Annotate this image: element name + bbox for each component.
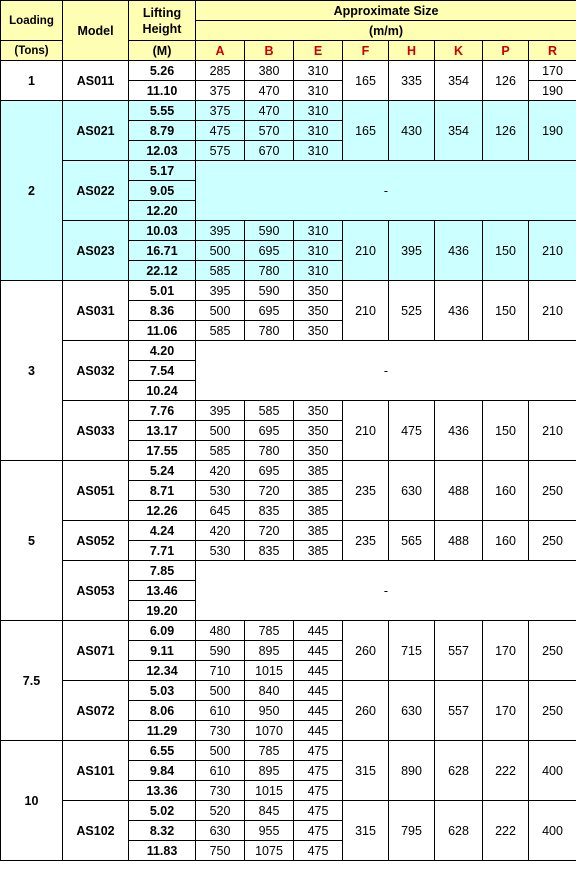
- dim-b-cell: 835: [245, 501, 294, 521]
- lifting-height-header: [129, 1, 196, 41]
- dim-p-cell: 170: [483, 681, 529, 741]
- dim-e-cell: 385: [294, 541, 343, 561]
- dim-p-cell: 170: [483, 621, 529, 681]
- dim-a-cell: 500: [196, 741, 245, 761]
- dim-r-cell: 400: [529, 741, 576, 801]
- dim-h-cell: 630: [389, 681, 435, 741]
- dim-a-cell: 420: [196, 521, 245, 541]
- dim-r-cell: 250: [529, 621, 576, 681]
- dim-e-cell: 445: [294, 621, 343, 641]
- dim-b-cell: 720: [245, 521, 294, 541]
- dim-h-cell: 395: [389, 221, 435, 281]
- dim-a-cell: 375: [196, 81, 245, 101]
- dim-e-cell: 350: [294, 281, 343, 301]
- dim-b-cell: 785: [245, 621, 294, 641]
- dim-f-cell: 210: [343, 401, 389, 461]
- lifting-height-cell: 11.83: [129, 841, 196, 861]
- dim-b-cell: 670: [245, 141, 294, 161]
- dim-e-cell: 445: [294, 661, 343, 681]
- dim-e-cell: 350: [294, 301, 343, 321]
- loading-cell: 5: [1, 461, 63, 621]
- lifting-height-cell: 10.24: [129, 381, 196, 401]
- model-cell: AS011: [63, 61, 129, 101]
- dim-f-cell: 165: [343, 61, 389, 101]
- dim-b-cell: 590: [245, 281, 294, 301]
- lifting-height-cell: 19.20: [129, 601, 196, 621]
- lifting-height-line2: Height: [142, 21, 182, 36]
- table-row: [1, 401, 576, 421]
- lifting-height-cell: 6.09: [129, 621, 196, 641]
- dim-a-cell: 585: [196, 441, 245, 461]
- dim-f-cell: 315: [343, 801, 389, 861]
- dim-h-cell: 795: [389, 801, 435, 861]
- dim-r-cell: 250: [529, 521, 576, 561]
- dim-b-cell: 695: [245, 421, 294, 441]
- dim-a-cell: 375: [196, 101, 245, 121]
- dim-e-cell: 310: [294, 241, 343, 261]
- dim-a-cell: 395: [196, 401, 245, 421]
- table-row: [1, 681, 576, 701]
- table-row: [1, 161, 576, 181]
- dim-a-cell: 750: [196, 841, 245, 861]
- dim-k-cell: 628: [435, 741, 483, 801]
- table-row: [1, 461, 576, 481]
- table-row: [1, 341, 576, 361]
- dim-k-cell: 628: [435, 801, 483, 861]
- dim-k-cell: 436: [435, 221, 483, 281]
- lifting-height-cell: 16.71: [129, 241, 196, 261]
- dim-e-cell: 475: [294, 741, 343, 761]
- lifting-height-cell: 8.32: [129, 821, 196, 841]
- dim-h-cell: 430: [389, 101, 435, 161]
- dim-k-cell: 488: [435, 521, 483, 561]
- model-cell: AS101: [63, 741, 129, 801]
- lifting-height-cell: 8.79: [129, 121, 196, 141]
- lifting-height-cell: 7.85: [129, 561, 196, 581]
- dim-e-cell: 310: [294, 121, 343, 141]
- dim-a-cell: 520: [196, 801, 245, 821]
- dim-a-cell: 500: [196, 421, 245, 441]
- dim-f-cell: 315: [343, 741, 389, 801]
- dim-h-cell: 335: [389, 61, 435, 101]
- dim-e-cell: 350: [294, 321, 343, 341]
- dim-a-cell: 500: [196, 301, 245, 321]
- dim-header-a: A: [196, 41, 245, 61]
- model-cell: AS031: [63, 281, 129, 341]
- dim-r-cell: 170: [529, 61, 576, 81]
- dim-b-cell: 835: [245, 541, 294, 561]
- lifting-height-cell: 5.03: [129, 681, 196, 701]
- dim-b-cell: 1015: [245, 661, 294, 681]
- model-cell: AS071: [63, 621, 129, 681]
- dim-e-cell: 445: [294, 721, 343, 741]
- dim-a-cell: 590: [196, 641, 245, 661]
- lifting-height-cell: 5.26: [129, 61, 196, 81]
- lifting-height-cell: 13.46: [129, 581, 196, 601]
- dim-e-cell: 475: [294, 821, 343, 841]
- loading-cell: 1: [1, 61, 63, 101]
- dim-b-cell: 695: [245, 241, 294, 261]
- dim-p-cell: 126: [483, 101, 529, 161]
- loading-cell: 7.5: [1, 621, 63, 741]
- dim-b-cell: 895: [245, 641, 294, 661]
- lifting-height-line1: Lifting: [142, 5, 182, 20]
- lifting-height-cell: 6.55: [129, 741, 196, 761]
- dim-b-cell: 845: [245, 801, 294, 821]
- lifting-height-cell: 8.06: [129, 701, 196, 721]
- dim-b-cell: 780: [245, 261, 294, 281]
- dim-f-cell: 260: [343, 621, 389, 681]
- dim-r-cell: 250: [529, 681, 576, 741]
- dim-b-cell: 895: [245, 761, 294, 781]
- dim-e-cell: 310: [294, 141, 343, 161]
- dim-e-cell: 445: [294, 681, 343, 701]
- no-data-cell: -: [196, 561, 576, 621]
- dim-e-cell: 310: [294, 81, 343, 101]
- dim-a-cell: 610: [196, 761, 245, 781]
- lifting-height-cell: 5.17: [129, 161, 196, 181]
- dim-a-cell: 420: [196, 461, 245, 481]
- dim-f-cell: 260: [343, 681, 389, 741]
- lifting-height-cell: 5.01: [129, 281, 196, 301]
- dim-b-cell: 780: [245, 441, 294, 461]
- dim-e-cell: 350: [294, 421, 343, 441]
- loading-unit: (Tons): [1, 41, 63, 61]
- dim-k-cell: 488: [435, 461, 483, 521]
- model-cell: AS052: [63, 521, 129, 561]
- dim-e-cell: 310: [294, 261, 343, 281]
- dim-a-cell: 530: [196, 541, 245, 561]
- spec-body: [1, 61, 576, 861]
- lifting-height-cell: 7.71: [129, 541, 196, 561]
- table-row: [1, 61, 576, 81]
- model-cell: AS102: [63, 801, 129, 861]
- lifting-height-cell: 17.55: [129, 441, 196, 461]
- dim-b-cell: 695: [245, 461, 294, 481]
- dim-header-k: K: [435, 41, 483, 61]
- dim-a-cell: 575: [196, 141, 245, 161]
- dim-r-cell: 210: [529, 221, 576, 281]
- lifting-height-cell: 9.05: [129, 181, 196, 201]
- dim-a-cell: 585: [196, 321, 245, 341]
- dim-e-cell: 350: [294, 401, 343, 421]
- dim-k-cell: 557: [435, 681, 483, 741]
- table-row: [1, 101, 576, 121]
- lifting-height-cell: 7.54: [129, 361, 196, 381]
- dim-p-cell: 160: [483, 461, 529, 521]
- dim-b-cell: 1070: [245, 721, 294, 741]
- dim-b-cell: 1075: [245, 841, 294, 861]
- lifting-height-cell: 7.76: [129, 401, 196, 421]
- dim-b-cell: 1015: [245, 781, 294, 801]
- dim-p-cell: 222: [483, 741, 529, 801]
- table-row: [1, 561, 576, 581]
- lifting-height-cell: 4.24: [129, 521, 196, 541]
- dim-b-cell: 695: [245, 301, 294, 321]
- model-cell: AS051: [63, 461, 129, 521]
- dim-a-cell: 395: [196, 281, 245, 301]
- table-row: [1, 221, 576, 241]
- lifting-height-cell: 5.24: [129, 461, 196, 481]
- lifting-height-cell: 12.26: [129, 501, 196, 521]
- dim-b-cell: 590: [245, 221, 294, 241]
- dim-f-cell: 210: [343, 281, 389, 341]
- dim-r-cell: 210: [529, 401, 576, 461]
- dim-e-cell: 475: [294, 801, 343, 821]
- dim-e-cell: 475: [294, 841, 343, 861]
- dim-header-h: H: [389, 41, 435, 61]
- dim-header-r: R: [529, 41, 576, 61]
- dim-b-cell: 585: [245, 401, 294, 421]
- lifting-height-cell: 8.36: [129, 301, 196, 321]
- dim-r-cell: 250: [529, 461, 576, 521]
- dim-header-p: P: [483, 41, 529, 61]
- dim-e-cell: 385: [294, 521, 343, 541]
- dim-h-cell: 565: [389, 521, 435, 561]
- no-data-cell: -: [196, 341, 576, 401]
- table-row: [1, 801, 576, 821]
- dim-f-cell: 235: [343, 461, 389, 521]
- table-row: [1, 281, 576, 301]
- dim-r-cell: 210: [529, 281, 576, 341]
- model-cell: AS053: [63, 561, 129, 621]
- dim-e-cell: 350: [294, 441, 343, 461]
- dim-h-cell: 525: [389, 281, 435, 341]
- dim-a-cell: 610: [196, 701, 245, 721]
- dim-a-cell: 730: [196, 721, 245, 741]
- dim-p-cell: 126: [483, 61, 529, 101]
- dim-h-cell: 475: [389, 401, 435, 461]
- dim-a-cell: 475: [196, 121, 245, 141]
- dim-b-cell: 955: [245, 821, 294, 841]
- lifting-height-cell: 11.06: [129, 321, 196, 341]
- dim-b-cell: 380: [245, 61, 294, 81]
- dim-b-cell: 470: [245, 101, 294, 121]
- model-cell: AS023: [63, 221, 129, 281]
- dim-b-cell: 720: [245, 481, 294, 501]
- lifting-height-cell: 8.71: [129, 481, 196, 501]
- model-header: Model: [63, 1, 129, 61]
- dim-h-cell: 630: [389, 461, 435, 521]
- dim-b-cell: 950: [245, 701, 294, 721]
- dim-k-cell: 354: [435, 101, 483, 161]
- dim-e-cell: 385: [294, 481, 343, 501]
- lifting-height-cell: 10.03: [129, 221, 196, 241]
- dim-a-cell: 710: [196, 661, 245, 681]
- dim-e-cell: 310: [294, 221, 343, 241]
- lifting-height-cell: 5.02: [129, 801, 196, 821]
- dim-header-e: E: [294, 41, 343, 61]
- dim-a-cell: 500: [196, 241, 245, 261]
- lifting-height-unit: (M): [129, 41, 196, 61]
- dim-b-cell: 785: [245, 741, 294, 761]
- dim-h-cell: 890: [389, 741, 435, 801]
- lifting-height-cell: 11.29: [129, 721, 196, 741]
- dim-a-cell: 530: [196, 481, 245, 501]
- dim-r-cell: 190: [529, 101, 576, 161]
- lifting-height-cell: 22.12: [129, 261, 196, 281]
- dim-a-cell: 285: [196, 61, 245, 81]
- dim-a-cell: 645: [196, 501, 245, 521]
- dim-e-cell: 385: [294, 501, 343, 521]
- dim-k-cell: 436: [435, 401, 483, 461]
- dim-a-cell: 730: [196, 781, 245, 801]
- loading-cell: 3: [1, 281, 63, 461]
- model-cell: AS072: [63, 681, 129, 741]
- lifting-height-cell: 4.20: [129, 341, 196, 361]
- model-cell: AS022: [63, 161, 129, 221]
- lifting-height-cell: 13.36: [129, 781, 196, 801]
- dim-f-cell: 165: [343, 101, 389, 161]
- approx-size-unit: (m/m): [196, 21, 576, 41]
- dim-p-cell: 150: [483, 221, 529, 281]
- dim-e-cell: 475: [294, 761, 343, 781]
- lifting-height-cell: 9.84: [129, 761, 196, 781]
- table-row: [1, 521, 576, 541]
- dim-k-cell: 436: [435, 281, 483, 341]
- dim-e-cell: 385: [294, 461, 343, 481]
- dim-b-cell: 570: [245, 121, 294, 141]
- dim-p-cell: 160: [483, 521, 529, 561]
- dim-a-cell: 395: [196, 221, 245, 241]
- dim-header-f: F: [343, 41, 389, 61]
- loading-header: Loading: [1, 1, 63, 41]
- dim-a-cell: 500: [196, 681, 245, 701]
- dim-a-cell: 480: [196, 621, 245, 641]
- model-cell: AS033: [63, 401, 129, 461]
- dim-p-cell: 222: [483, 801, 529, 861]
- dim-f-cell: 235: [343, 521, 389, 561]
- dim-e-cell: 475: [294, 781, 343, 801]
- lifting-height-cell: 9.11: [129, 641, 196, 661]
- table-row: [1, 741, 576, 761]
- lifting-height-cell: 13.17: [129, 421, 196, 441]
- approx-size-header: Approximate Size: [196, 1, 576, 21]
- dim-e-cell: 310: [294, 61, 343, 81]
- model-cell: AS032: [63, 341, 129, 401]
- dim-e-cell: 445: [294, 701, 343, 721]
- dim-p-cell: 150: [483, 281, 529, 341]
- dim-k-cell: 354: [435, 61, 483, 101]
- no-data-cell: -: [196, 161, 576, 221]
- lifting-height-cell: 11.10: [129, 81, 196, 101]
- lifting-height-cell: 12.34: [129, 661, 196, 681]
- dim-a-cell: 630: [196, 821, 245, 841]
- dim-e-cell: 310: [294, 101, 343, 121]
- lifting-height-cell: 12.03: [129, 141, 196, 161]
- dim-r-cell: 400: [529, 801, 576, 861]
- loading-cell: 10: [1, 741, 63, 861]
- lifting-height-cell: 12.20: [129, 201, 196, 221]
- dim-b-cell: 470: [245, 81, 294, 101]
- model-cell: AS021: [63, 101, 129, 161]
- loading-cell: 2: [1, 101, 63, 281]
- dim-b-cell: 840: [245, 681, 294, 701]
- dim-header-b: B: [245, 41, 294, 61]
- dim-e-cell: 445: [294, 641, 343, 661]
- dim-h-cell: 715: [389, 621, 435, 681]
- dim-b-cell: 780: [245, 321, 294, 341]
- dim-r-cell: 190: [529, 81, 576, 101]
- dim-p-cell: 150: [483, 401, 529, 461]
- dim-k-cell: 557: [435, 621, 483, 681]
- dim-f-cell: 210: [343, 221, 389, 281]
- dim-a-cell: 585: [196, 261, 245, 281]
- table-row: [1, 621, 576, 641]
- lifting-height-cell: 5.55: [129, 101, 196, 121]
